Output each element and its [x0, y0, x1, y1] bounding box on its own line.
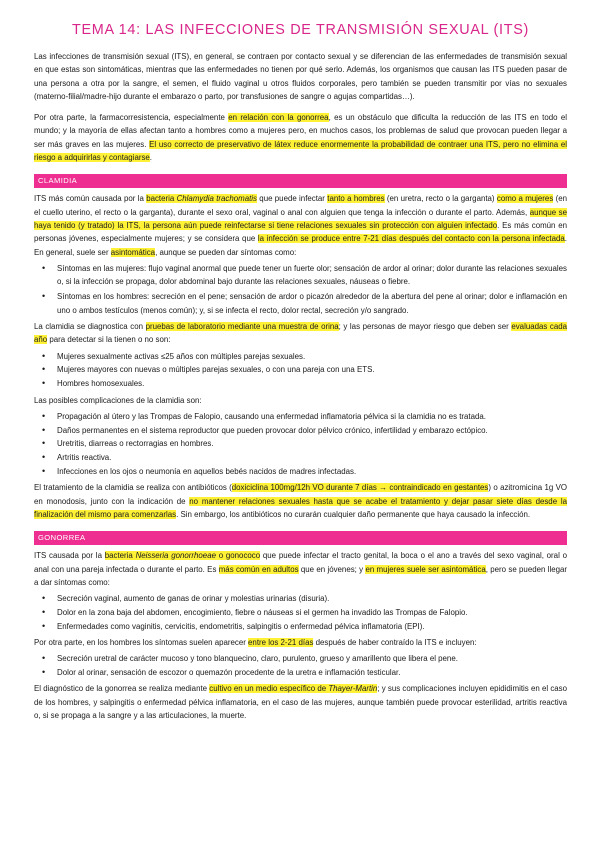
list-item: • Secreción uretral de carácter mucoso y tono blanquecino, claro, purulento, grueso y amarillento que libera el pene. — [57, 652, 567, 665]
list-item: • Síntomas en los hombres: secreción en el pene; sensación de ardor o picazón alrededor de la abertura del pene al orinar; dolor e inflamación en uno o ambos testículos (menos común); y, si se infecta el recto, dolor rectal, secreción y/o sangrado. — [57, 290, 567, 317]
highlight: no mantener relaciones sexuales hasta que se acabe el tratamiento y dejar pasar siete días desde la finalización del mismo para comenzarlas — [34, 496, 567, 519]
highlight: pruebas de laboratorio mediante una muestra de orina — [145, 322, 339, 332]
clamidia-complications-intro: Las posibles complicaciones de la clamidia son: — [34, 395, 202, 405]
section-heading-clamidia: CLAMIDIA — [34, 174, 567, 188]
gonorrea-paragraph-1: ITS causada por la bacteria Neisseria gonorrhoeae o gonococo que puede infectar el tracto genital, la boca o el ano a través del sexo vaginal, oral o anal con una pareja infectada o durante el parto. Es más común en adultos que en jóvenes; y en mujeres suele ser asintomática, pero se pueden llegar a dar síntomas como: — [34, 551, 567, 587]
list-item: • Daños permanentes en el sistema reproductor que pueden provocar dolor pélvico crónico, infertilidad y embarazo ectópico. — [57, 424, 567, 437]
highlight: entre los 2-21 días — [248, 637, 314, 647]
clamidia-risk-list — [34, 350, 567, 391]
highlight: aunque se haya tenido (y tratado) la ITS, la persona aún puede reinfectarse si tiene relaciones sexuales sin protección con alguien infectado — [34, 207, 567, 230]
list-item: • Propagación al útero y las Trompas de Falopio, causando una enfermedad inflamatoria pélvica si la clamidia no es tratada. — [57, 410, 567, 423]
highlight: El uso correcto de preservativo de látex reduce enormemente la probabilidad de contraer una ITS, pero no elimina el riesgo a adquirirlas y contagiarse — [34, 139, 567, 163]
gonorrea-men-symptoms-list — [34, 652, 567, 679]
list-item: • Dolor al orinar, sensación de escozor o quemazón procedente de la uretra e inflamación testicular. — [57, 666, 567, 679]
gonorrea-diagnosis: El diagnóstico de la gonorrea se realiza mediante cultivo en un medio específico de Thayer-Martin; y sus complicaciones incluyen epididimitis en el caso de los hombres, y salpingitis o enfermedad pélvica inflamatoria, en el caso de las mujeres, aunque también puede provocar esterilidad, artritis reactiva o, si se propaga a la sangre y a las articulaciones, la muerte. — [34, 684, 567, 720]
list-item: • Hombres homosexuales. — [57, 377, 567, 390]
highlight: la infección se produce entre 7-21 días después del contacto con la persona infectada — [257, 234, 565, 244]
clamidia-complications-list — [34, 410, 567, 478]
list-item: • Uretritis, diarreas o rectorragias en hombres. — [57, 437, 567, 450]
list-item: • Enfermedades como vaginitis, cervicitis, endometritis, salpingitis o enfermedad pélvica inflamatoria (EPI). — [57, 620, 567, 633]
intro-paragraph-2: Por otra parte, la farmacorresistencia, especialmente en relación con la gonorrea, es un obstáculo que dificulta la reducción de las ITS en todo el mundo; y la mayoría de ellas afectan tanto a hombres como a mujeres pero, en muchos casos, los problemas de salud que provocan pueden llegar a ser más graves en las mujeres. El uso correcto de preservativo de látex reduce enormemente la probabilidad de contraer una ITS, pero no elimina el riesgo a adquirirlas y contagiarse. — [34, 113, 567, 163]
clamidia-symptoms-list — [34, 262, 567, 317]
highlight: cultivo en un medio específico de Thayer-Martin — [209, 684, 378, 694]
list-item: • Artritis reactiva. — [57, 451, 567, 464]
gonorrea-symptoms-list — [34, 592, 567, 633]
gonorrea-men-paragraph: Por otra parte, en los hombres los síntomas suelen aparecer entre los 2-21 días después de haber contraído la ITS e incluyen: — [34, 637, 477, 647]
highlight: como a mujeres — [496, 194, 554, 204]
highlight: bacteria Chlamydia trachomatis — [146, 194, 257, 204]
highlight: doxiciclina 100mg/12h VO durante 7 días → contraindicado en gestantes — [231, 483, 489, 493]
highlight: evaluadas cada año — [34, 322, 568, 345]
highlight: en relación con la gonorrea — [228, 113, 329, 123]
clamidia-diagnosis: La clamidia se diagnostica con pruebas de laboratorio mediante una muestra de orina; y las personas de mayor riesgo que deben ser evaluadas cada año para detectar si la tienen o no son: — [34, 322, 568, 345]
highlight: bacteria Neisseria gonorrhoeae o gonococo — [104, 551, 261, 561]
list-item: • Síntomas en las mujeres: flujo vaginal anormal que puede tener un fuerte olor; sensación de ardor al orinar; dolor durante las relaciones sexuales o, si la infección se propaga, dolor abdominal bajo durante las relaciones sexuales, náuseas o fiebre. — [57, 262, 567, 289]
intro-paragraph-1: Las infecciones de transmisión sexual (ITS), en general, se contraen por contacto sexual y se diferencian de las enfermedades de transmisión sexual en que estas son sintomáticas, mientras que las enfermedades no tienen por qué serlo. Además, los organismos que causan las ITS pueden pasar de una persona a otra por la sangre, el semen, el fluido vaginal u otros fluidos corporales, pero también se pueden transmitir por vías no sexuales (materno-filial/madre-hijo durante el embarazo o parto, por transfusiones de sangre o agujas compartidas…). — [34, 52, 567, 101]
highlight: en mujeres suele ser asintomática — [365, 564, 486, 574]
highlight: asintomática — [110, 247, 156, 257]
list-item: • Secreción vaginal, aumento de ganas de orinar y molestias urinarias (disuria). — [57, 592, 567, 605]
list-item: • Mujeres mayores con nuevas o múltiples parejas sexuales, o con una pareja con una ETS. — [57, 363, 567, 376]
highlight: más común en adultos — [218, 564, 299, 574]
document-page — [34, 22, 567, 722]
list-item: • Infecciones en los ojos o neumonía en aquellos bebés nacidos de madres infectadas. — [57, 465, 567, 478]
page-title: TEMA 14: LAS INFECCIONES DE TRANSMISIÓN SEXUAL (ITS) — [71, 22, 530, 38]
section-heading-gonorrea: GONORREA — [34, 531, 567, 545]
list-item: • Dolor en la zona baja del abdomen, encogimiento, fiebre o náuseas si el germen ha invadido las Trompas de Falopio. — [57, 606, 567, 619]
clamidia-treatment: El tratamiento de la clamidia se realiza con antibióticos (doxiciclina 100mg/12h VO durante 7 días → contraindicado en gestantes) o azitromicina 1g VO en monodosis, junto con la indicación de no mantener relaciones sexuales hasta que se acabe el tratamiento y dejar pasar siete días desde la finalización del mismo para comenzarlas. Sin embargo, los antibióticos no curarán cualquier daño permanente que haya causado la infección. — [34, 483, 568, 519]
highlight: tanto a hombres — [327, 194, 385, 204]
list-item: • Mujeres sexualmente activas ≤25 años con múltiples parejas sexuales. — [57, 350, 567, 363]
clamidia-paragraph-1: ITS más común causada por la bacteria Chlamydia trachomatis que puede infectar tanto a hombres (en uretra, recto o la garganta) como a mujeres (en el cuello uterino, el recto o la garganta), durante el sexo oral, vaginal o anal con alguien que tenga la infección o durante el parto. Además, aunque se haya tenido (y tratado) la ITS, la persona aún puede reinfectarse si tiene relaciones sexuales sin protección con alguien infectado. Es más común en personas jóvenes, especialmente mujeres; y se considera que la infección se produce entre 7-21 días después del contacto con la persona infectada. En general, suele ser asintomática, aunque se pueden dar síntomas como: — [34, 194, 568, 257]
